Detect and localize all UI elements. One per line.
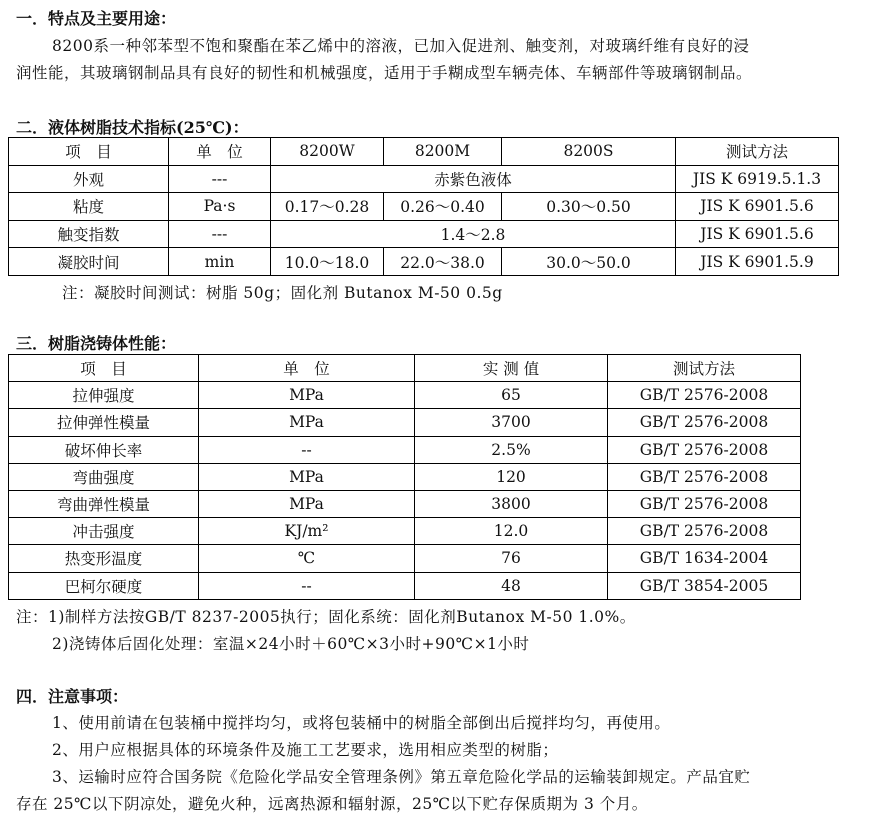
cell-unit: KJ/m² [199, 518, 415, 545]
cell-merged-value: 1.4～2.8 [271, 220, 676, 248]
cell-value: 12.0 [415, 518, 608, 545]
cell-8200s: 0.30～0.50 [502, 193, 676, 221]
section1-line-2: 润性能，其玻璃钢制品具有良好的韧性和机械强度，适用于手糊成型车辆壳体、车辆部件等玻璃钢制品。 [16, 64, 753, 82]
header-method: 测试方法 [608, 355, 801, 382]
section1-line-1: 8200系一种邻苯型不饱和聚酯在苯乙烯中的溶液，已加入促进剂、触变剂，对玻璃纤维有良好的浸 [52, 37, 750, 55]
cell-method: GB/T 3854-2005 [608, 572, 801, 599]
cell-unit: Pa·s [169, 193, 271, 221]
section3-note-2: 2)浇铸体后固化处理：室温×24小时＋60℃×3小时+90℃×1小时 [52, 635, 530, 653]
section4-title: 四．注意事项： [16, 687, 129, 706]
table-row [9, 490, 801, 517]
cell-unit: MPa [199, 382, 415, 409]
table-row [9, 248, 839, 276]
cell-method: GB/T 2576-2008 [608, 490, 801, 517]
table-row [9, 193, 839, 221]
cell-item: 冲击强度 [9, 518, 199, 545]
cell-8200m: 0.26～0.40 [384, 193, 502, 221]
cell-method: GB/T 2576-2008 [608, 518, 801, 545]
table-row [9, 463, 801, 490]
cell-method: GB/T 2576-2008 [608, 463, 801, 490]
section3-title: 三．树脂浇铸体性能： [16, 334, 177, 353]
table-row [9, 436, 801, 463]
cell-item: 弯曲强度 [9, 463, 199, 490]
cell-value: 76 [415, 545, 608, 572]
table-row [9, 545, 801, 572]
cell-merged-value: 赤紫色液体 [271, 165, 676, 193]
cell-value: 48 [415, 572, 608, 599]
cell-unit: MPa [199, 409, 415, 436]
table-header-row [9, 355, 801, 382]
cell-item: 凝胶时间 [9, 248, 169, 276]
cell-item: 破坏伸长率 [9, 436, 199, 463]
liquid-resin-spec-table [8, 137, 839, 276]
cell-unit: -- [199, 572, 415, 599]
cell-value: 2.5% [415, 436, 608, 463]
cell-item: 拉伸弹性模量 [9, 409, 199, 436]
cell-item: 外观 [9, 165, 169, 193]
section2-note: 注：凝胶时间测试：树脂 50g；固化剂 Butanox M-50 0.5g [62, 284, 503, 302]
cell-unit: --- [169, 165, 271, 193]
header-unit: 单 位 [169, 138, 271, 166]
cell-8200w: 0.17～0.28 [271, 193, 384, 221]
table-row [9, 165, 839, 193]
table-row [9, 220, 839, 248]
notice-item-3: 3、运输时应符合国务院《危险化学品安全管理条例》第五章危险化学品的运输装卸规定。产品宜贮 [52, 768, 751, 786]
cell-method: GB/T 2576-2008 [608, 382, 801, 409]
header-8200s: 8200S [502, 138, 676, 166]
cell-method: GB/T 1634-2004 [608, 545, 801, 572]
cell-unit: min [169, 248, 271, 276]
cell-item: 巴柯尔硬度 [9, 572, 199, 599]
notice-item-1: 1、使用前请在包装桶中搅拌均匀，或将包装桶中的树脂全部倒出后搅拌均匀，再使用。 [52, 714, 671, 732]
header-unit: 单 位 [199, 355, 415, 382]
header-8200m: 8200M [384, 138, 502, 166]
table-row [9, 409, 801, 436]
cell-method: GB/T 2576-2008 [608, 436, 801, 463]
cell-8200w: 10.0～18.0 [271, 248, 384, 276]
cell-value: 3800 [415, 490, 608, 517]
header-item: 项 目 [9, 138, 169, 166]
section3-note-1: 注：1)制样方法按GB/T 8237-2005执行；固化系统：固化剂Butanox M-50 1.0%。 [16, 608, 636, 626]
header-method: 测试方法 [676, 138, 839, 166]
cell-unit: MPa [199, 490, 415, 517]
cell-8200m: 22.0～38.0 [384, 248, 502, 276]
cast-resin-properties-table [8, 354, 801, 600]
section1-title: 一．特点及主要用途： [16, 9, 177, 28]
cell-unit: ℃ [199, 545, 415, 572]
cell-method: GB/T 2576-2008 [608, 409, 801, 436]
cell-method: JIS K 6901.5.9 [676, 248, 839, 276]
cell-unit: -- [199, 436, 415, 463]
table-row [9, 382, 801, 409]
cell-item: 弯曲弹性模量 [9, 490, 199, 517]
cell-item: 粘度 [9, 193, 169, 221]
cell-method: JIS K 6919.5.1.3 [676, 165, 839, 193]
cell-unit: MPa [199, 463, 415, 490]
cell-item: 触变指数 [9, 220, 169, 248]
header-measured-value: 实 测 值 [415, 355, 608, 382]
table-row [9, 572, 801, 599]
notice-item-3-continuation: 存在 25℃以下阴凉处，避免火种，远离热源和辐射源，25℃以下贮存保质期为 3 个月。 [16, 795, 648, 813]
cell-method: JIS K 6901.5.6 [676, 193, 839, 221]
table-row [9, 518, 801, 545]
header-item: 项 目 [9, 355, 199, 382]
cell-item: 拉伸强度 [9, 382, 199, 409]
cell-item: 热变形温度 [9, 545, 199, 572]
cell-value: 3700 [415, 409, 608, 436]
notice-item-2: 2、用户应根据具体的环境条件及施工工艺要求，选用相应类型的树脂； [52, 741, 559, 759]
section2-title: 二．液体树脂技术指标(25℃)： [16, 118, 249, 137]
cell-unit: --- [169, 220, 271, 248]
cell-method: JIS K 6901.5.6 [676, 220, 839, 248]
cell-value: 120 [415, 463, 608, 490]
table-header-row [9, 138, 839, 166]
header-8200w: 8200W [271, 138, 384, 166]
cell-value: 65 [415, 382, 608, 409]
cell-8200s: 30.0～50.0 [502, 248, 676, 276]
